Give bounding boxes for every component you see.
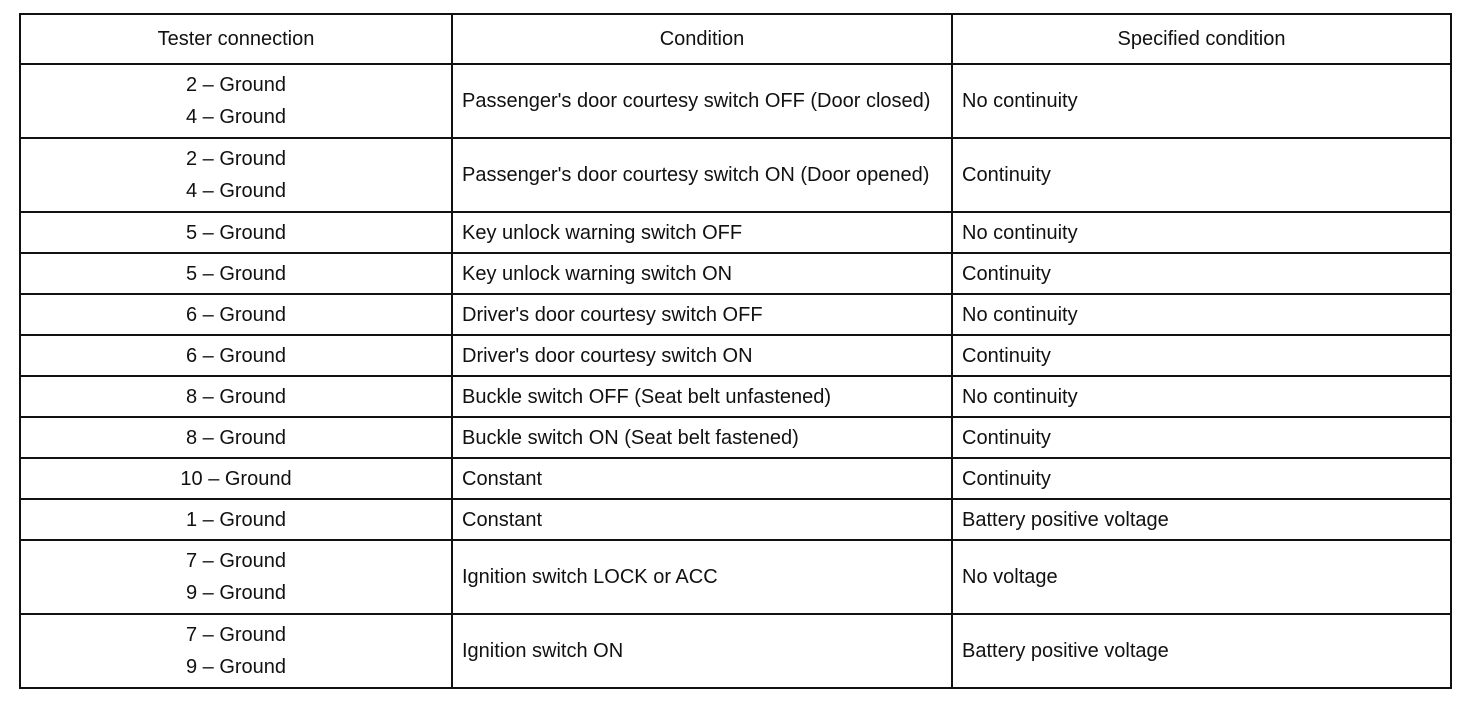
table-row [20, 64, 1451, 138]
table-row [20, 138, 1451, 212]
tester-connection-cell: 6 – Ground [20, 335, 452, 376]
tester-connection-cell [20, 540, 452, 614]
tester-connection-cell: 5 – Ground [20, 253, 452, 294]
condition-cell: Buckle switch OFF (Seat belt unfastened) [452, 376, 952, 417]
condition-cell: Key unlock warning switch OFF [452, 212, 952, 253]
condition-cell: Constant [452, 458, 952, 499]
specified-condition-cell: No continuity [952, 376, 1451, 417]
specified-condition-cell: No continuity [952, 294, 1451, 335]
tester-connection-cell: 8 – Ground [20, 376, 452, 417]
continuity-table [19, 13, 1452, 689]
condition-cell: Key unlock warning switch ON [452, 253, 952, 294]
table-row [20, 212, 1451, 253]
condition-cell: Passenger's door courtesy switch OFF (Door closed) [452, 64, 952, 138]
table-row [20, 458, 1451, 499]
table-header-row [20, 14, 1451, 64]
header-specified-condition: Specified condition [952, 14, 1451, 64]
tester-connection-cell: 8 – Ground [20, 417, 452, 458]
tester-connection-cell: 1 – Ground [20, 499, 452, 540]
specified-condition-cell: Battery positive voltage [952, 499, 1451, 540]
tester-connection-line: 7 – Ground [185, 624, 287, 646]
specified-condition-cell: No continuity [952, 212, 1451, 253]
condition-cell: Constant [452, 499, 952, 540]
condition-cell: Ignition switch LOCK or ACC [452, 540, 952, 614]
condition-cell: Ignition switch ON [452, 614, 952, 688]
header-tester-connection: Tester connection [20, 14, 452, 64]
tester-connection-cell: 5 – Ground [20, 212, 452, 253]
specified-condition-cell: Continuity [952, 458, 1451, 499]
specified-condition-cell: Continuity [952, 417, 1451, 458]
header-condition: Condition [452, 14, 952, 64]
table-row [20, 335, 1451, 376]
condition-cell: Driver's door courtesy switch ON [452, 335, 952, 376]
specified-condition-cell: Continuity [952, 253, 1451, 294]
tester-connection-line: 4 – Ground [185, 106, 287, 128]
tester-connection-line: 7 – Ground [185, 550, 287, 572]
tester-connection-cell: 6 – Ground [20, 294, 452, 335]
tester-connection-line: 9 – Ground [185, 582, 287, 604]
tester-connection-cell: 10 – Ground [20, 458, 452, 499]
table-row [20, 417, 1451, 458]
table-row [20, 294, 1451, 335]
table-row [20, 253, 1451, 294]
tester-connection-cell [20, 64, 452, 138]
table-row [20, 499, 1451, 540]
specified-condition-cell: No voltage [952, 540, 1451, 614]
tester-connection-line: 2 – Ground [185, 74, 287, 96]
tester-connection-cell [20, 614, 452, 688]
specified-condition-cell: Battery positive voltage [952, 614, 1451, 688]
table-row [20, 540, 1451, 614]
condition-cell: Passenger's door courtesy switch ON (Door opened) [452, 138, 952, 212]
condition-cell: Driver's door courtesy switch OFF [452, 294, 952, 335]
specified-condition-cell: Continuity [952, 138, 1451, 212]
table-row [20, 376, 1451, 417]
tester-connection-line: 9 – Ground [185, 656, 287, 678]
table-row [20, 614, 1451, 688]
tester-connection-cell [20, 138, 452, 212]
specified-condition-cell: Continuity [952, 335, 1451, 376]
specified-condition-cell: No continuity [952, 64, 1451, 138]
tester-connection-line: 4 – Ground [185, 180, 287, 202]
continuity-table-container [19, 13, 1452, 689]
condition-cell: Buckle switch ON (Seat belt fastened) [452, 417, 952, 458]
tester-connection-line: 2 – Ground [185, 148, 287, 170]
